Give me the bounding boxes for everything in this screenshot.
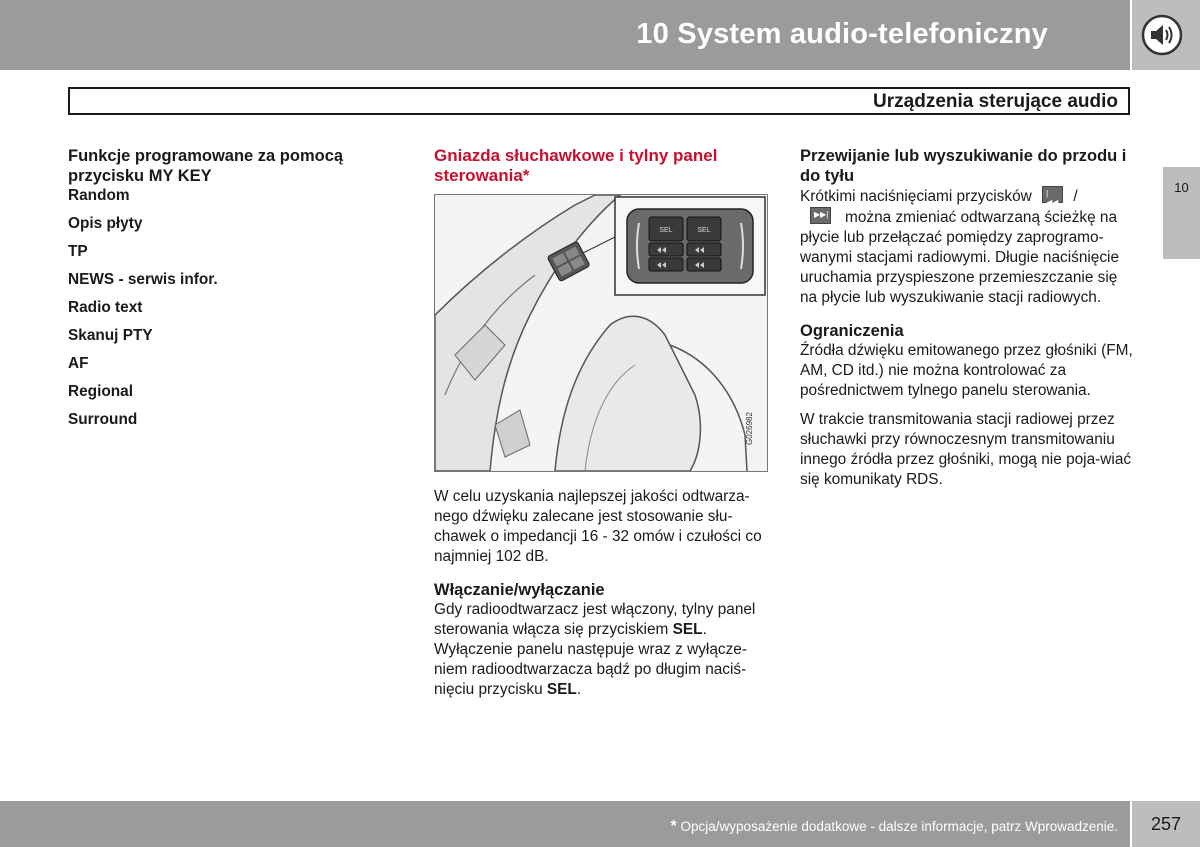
- list-item: Surround: [68, 411, 138, 428]
- chapter-side-tab[interactable]: [1163, 167, 1200, 259]
- list-item: Regional: [68, 383, 133, 400]
- sel-keyword: SEL: [546, 681, 577, 698]
- sel-label-left: SEL: [659, 227, 673, 234]
- sel-keyword: SEL: [672, 621, 703, 638]
- headphones-paragraph: W celu uzyskania najlepszej jakości odtwarza-nego dźwięku zalecane jest stosowanie słu-chawek o impedancji 16 - 32 omów i czułości co najmniej 102 dB.: [434, 488, 762, 565]
- footer-bar: [0, 801, 1130, 847]
- column-headphones: [434, 146, 768, 700]
- footnote: * Opcja/wyposażenie dodatkowe - dalsze informacje, patrz Wprowadzenie.: [670, 818, 1118, 835]
- list-item: AF: [68, 355, 89, 372]
- on-off-paragraph: Gdy radioodtwarzacz jest włączony, tylny panel sterowania włącza się przyciskiem SEL. Wyłączenie panelu następuje wraz z wyłącze-niem radioodtwarzacza bądź po długim naciś-nięciu przycisku SEL.: [434, 601, 756, 698]
- skip-forward-icon: ▶▶|: [810, 207, 831, 224]
- on-off-heading: Włączanie/wyłączanie: [434, 581, 605, 599]
- page-number-box: [1132, 801, 1200, 847]
- restrictions-heading: Ograniczenia: [800, 322, 904, 340]
- list-item: Random: [68, 187, 130, 204]
- list-item: Radio text: [68, 299, 143, 316]
- skip-back-icon: |◀◀: [1042, 186, 1063, 203]
- chapter-title: 10 System audio-telefoniczny: [636, 18, 1048, 50]
- rewind-heading: Przewijanie lub wyszukiwanie do przodu i do tyłu: [800, 147, 1127, 185]
- headphones-heading: Gniazda słuchawkowe i tylny panel sterowania*: [434, 146, 718, 185]
- rds-paragraph: W trakcie transmitowania stacji radiowej przez słuchawki przy równoczesnym transmitowaniu innego źródła przez głośniki, mogą nie poja-wiać się komunikaty RDS.: [800, 411, 1132, 488]
- page-number: 257: [1150, 814, 1182, 834]
- list-item: Opis płyty: [68, 215, 143, 232]
- section-title: Urządzenia sterujące audio: [873, 91, 1118, 112]
- my-key-heading: Funkcje programowane za pomocą przycisku MY KEY: [68, 147, 344, 185]
- sel-label-right: SEL: [697, 227, 711, 234]
- column-my-key: [68, 146, 388, 438]
- rewind-paragraph: Krótkimi naciśnięciami przycisków |◀◀ / ▶▶| można zmieniać odtwarzaną ścieżkę na płycie lub przełączać pomiędzy zaprogramo-wanymi stacjami radiowymi. Długie naciśnięcie uruchamia przyspieszone przemieszczanie się na płycie lub wyszukiwanie stacji radiowych.: [800, 188, 1120, 306]
- rear-panel-drawing: [435, 195, 767, 471]
- figure-code: G026982: [745, 412, 754, 445]
- column-rewind: [800, 146, 1135, 490]
- section-header: [68, 87, 1130, 115]
- side-tab-label: 10: [1174, 180, 1189, 195]
- my-key-function-list: [68, 186, 388, 438]
- list-item: TP: [68, 243, 88, 260]
- speaker-icon: [1141, 14, 1183, 56]
- restrictions-paragraph: Źródła dźwięku emitowanego przez głośniki (FM, AM, CD itd.) nie można kontrolować za pośrednictwem tylnego panelu sterowania.: [800, 342, 1133, 399]
- header-bar: [0, 0, 1130, 70]
- list-item: NEWS - serwis infor.: [68, 271, 218, 288]
- list-item: Skanuj PTY: [68, 327, 153, 344]
- rear-panel-illustration: [434, 194, 768, 472]
